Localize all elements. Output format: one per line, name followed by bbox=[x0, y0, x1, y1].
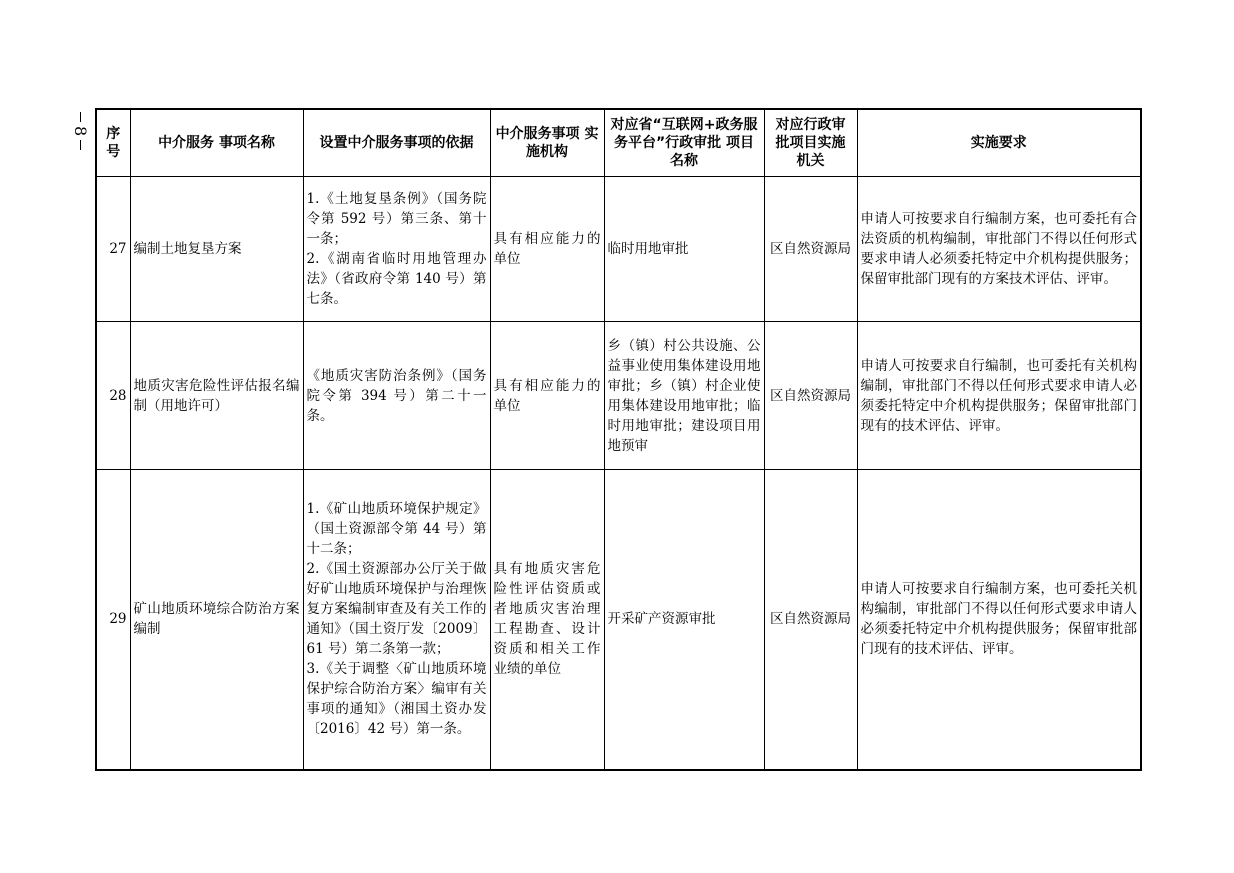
table-row bbox=[96, 470, 1141, 770]
row-name: 矿山地质环境综合防治方案编制 bbox=[130, 470, 303, 770]
header-requirement: 实施要求 bbox=[857, 109, 1141, 177]
row-authority: 区自然资源局 bbox=[764, 177, 857, 322]
basis-item: 2.《国土资源部办公厅关于做好矿山地质环境保护与治理恢复方案编制审查及有关工作的通知》（国土资厅发〔2009〕61 号）第二条第一款； bbox=[306, 561, 487, 658]
header-name-line: 事项名称 bbox=[218, 135, 275, 151]
row-agency: 具有相应能力的单位 bbox=[490, 322, 604, 470]
row-basis bbox=[303, 470, 490, 770]
row-authority: 区自然资源局 bbox=[764, 470, 857, 770]
row-requirement: 申请人可按要求自行编制方案，也可委托关机构编制，审批部门不得以任何形式要求申请人必须委托特定中介机构提供服务；保留审批部门现有的技术评估、评审。 bbox=[857, 470, 1141, 770]
row-requirement: 申请人可按要求自行编制方案，也可委托有合法资质的机构编制，审批部门不得以任何形式要求申请人必须委托特定中介机构提供服务；保留审批部门现有的方案技术评估、评审。 bbox=[857, 177, 1141, 322]
row-authority: 区自然资源局 bbox=[764, 322, 857, 470]
row-agency: 具有地质灾害危险性评估资质或者地质灾害治理工程勘查、设计资质和相关工作业绩的单位 bbox=[490, 470, 604, 770]
header-agency-line: 中介服务事项 bbox=[495, 126, 580, 142]
row-seq: 28 bbox=[96, 322, 130, 470]
header-basis: 设置中介服务事项的依据 bbox=[303, 109, 490, 177]
table-row bbox=[96, 177, 1141, 322]
row-platform: 开采矿产资源审批 bbox=[604, 470, 764, 770]
page-number-dash-bottom bbox=[80, 140, 81, 150]
page-number-digit: 8 bbox=[71, 126, 90, 137]
row-basis bbox=[303, 322, 490, 470]
basis-item: 1.《土地复垦条例》（国务院令第 592 号）第三条、第十一条； bbox=[306, 191, 487, 247]
table-row bbox=[96, 322, 1141, 470]
intermediary-services-table bbox=[95, 108, 1142, 771]
header-platform-line: 务平台”行政审批 bbox=[613, 135, 722, 151]
page-number bbox=[72, 112, 88, 150]
basis-item: 1.《矿山地质环境保护规定》（国土资源部令第 44 号）第十二条； bbox=[306, 501, 487, 558]
header-authority-line: 机关 bbox=[796, 153, 825, 169]
header-authority-line: 批项目实施 bbox=[775, 135, 846, 151]
row-seq: 29 bbox=[96, 470, 130, 770]
basis-item: 《地质灾害防治条例》（国务院令第 394 号）第二十一条。 bbox=[306, 367, 487, 424]
header-seq: 序号 bbox=[96, 109, 130, 177]
header-authority bbox=[764, 109, 857, 177]
basis-item: 2.《湖南省临时用地管理办法》（省政府令第 140 号）第七条。 bbox=[306, 251, 487, 307]
row-agency: 具有相应能力的单位 bbox=[490, 177, 604, 322]
row-name: 地质灾害危险性评估报名编制（用地许可） bbox=[130, 322, 303, 470]
header-name bbox=[130, 109, 303, 177]
basis-item: 3.《关于调整〈矿山地质环境保护综合防治方案〉编审有关事项的通知》（湘国土资办发〔2016〕42 号）第一条。 bbox=[306, 661, 487, 738]
row-requirement: 申请人可按要求自行编制，也可委托有关机构编制，审批部门不得以任何形式要求申请人必须委托特定中介机构提供服务；保留审批部门现有的技术评估、评审。 bbox=[857, 322, 1141, 470]
row-name: 编制土地复垦方案 bbox=[130, 177, 303, 322]
header-platform-line: 项目名称 bbox=[670, 135, 755, 169]
row-basis bbox=[303, 177, 490, 322]
row-platform: 临时用地审批 bbox=[604, 177, 764, 322]
page-number-dash-top bbox=[80, 112, 81, 122]
header-platform-line: 对应省“互联网+政务服 bbox=[610, 117, 758, 133]
row-seq: 27 bbox=[96, 177, 130, 322]
header-authority-line: 对应行政审 bbox=[775, 117, 846, 133]
row-platform: 乡（镇）村公共设施、公益事业使用集体建设用地审批；乡（镇）村企业使用集体建设用地审批；临时用地审批；建设项目用地预审 bbox=[604, 322, 764, 470]
table-header-row bbox=[96, 109, 1141, 177]
header-agency bbox=[490, 109, 604, 177]
header-platform bbox=[604, 109, 764, 177]
header-agency-line: 实施机构 bbox=[526, 126, 599, 160]
header-name-line: 中介服务 bbox=[158, 135, 215, 151]
